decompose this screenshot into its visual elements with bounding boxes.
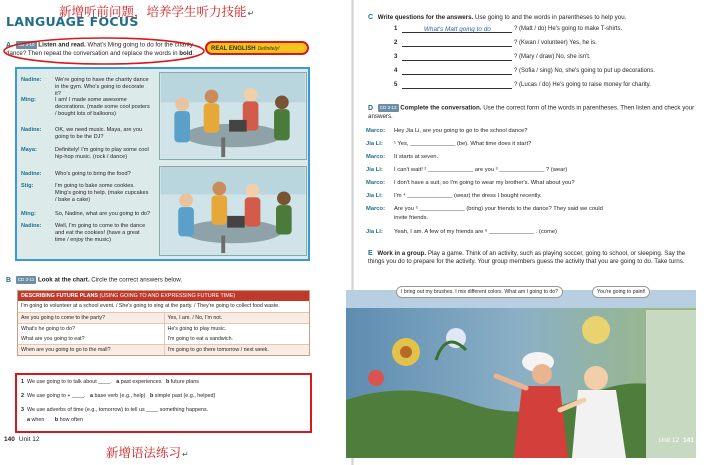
chart-row: Are you going to come to the party? Yes, I am. / No, I'm not. xyxy=(18,313,309,324)
page-footer-left xyxy=(4,436,39,443)
return-mark-icon: ↵ xyxy=(182,450,189,459)
part-e-instruction: E Work in a group. Play a game. Think of an activity, such as playing soccer, going to school, or sleeping. Say the things you do to prepare for the activity. Your group members guess the activity that you are going to do. Take turns. xyxy=(368,250,686,265)
dialog-box xyxy=(15,67,310,261)
part-b-bold: Look at the chart. xyxy=(37,276,90,284)
answer-field[interactable]: What's Matt going to do xyxy=(402,26,512,33)
chart-row: When are you going to go to the mall? I'm going to go there tomorrow / next week. xyxy=(18,345,309,355)
conversation-line: Jia Li: Yeah, I am. A few of my friends are ⁶ ______________ . (come) xyxy=(366,229,557,235)
dialog-line: Ming: So, Nadine, what are you going to do? xyxy=(21,211,151,217)
page-number: 140 xyxy=(4,436,15,443)
answer-field[interactable] xyxy=(402,40,512,47)
audio-track-badge-b: CD 3-11 xyxy=(17,277,35,282)
conversation-line: invite friends. xyxy=(394,215,429,221)
cartoon-illustration-top xyxy=(159,72,307,160)
grammar-chart xyxy=(17,290,310,356)
return-mark-icon: ↵ xyxy=(247,9,255,18)
speech-bubble: I bring out my brushes. I mix different colors. What am I going to do? xyxy=(396,286,563,298)
left-page xyxy=(0,0,350,465)
page-number: 141 xyxy=(683,437,694,444)
dialog-line: Maya: Definitely! I'm going to play some cool hip-hop music. (rock / dance) xyxy=(21,147,149,160)
chart-row: What are you going to eat? I'm going to eat a sandwich. xyxy=(18,334,309,345)
conversation-line: Marco: Are you ⁵ ______________ (bring) your friends to the dance? They said we could xyxy=(366,206,603,212)
grammar-choices: a when b how often xyxy=(27,417,84,423)
answer-field[interactable] xyxy=(402,54,512,61)
audio-track-badge-d: CD 3-12 xyxy=(379,105,397,110)
speech-bubble: You're going to paint! xyxy=(592,286,650,298)
real-english-label: REAL ENGLISH xyxy=(211,46,256,52)
dialog-line: Nadine: Well, I'm going to come to the dance and eat the cookies! (have a great time / enjoy the music) xyxy=(21,223,146,243)
mural-painting-image xyxy=(346,290,696,458)
audio-track-badge-a: CD 3-10 xyxy=(17,42,35,47)
chart-row: What's he going to do? He's going to play music. xyxy=(18,324,309,334)
conversation-line: Marco: It starts at seven. xyxy=(366,154,439,160)
conversation-line: Jia Li: I'm ⁴ ______________ (wear) the dress I bought recently. xyxy=(366,193,542,199)
conversation-line: Marco: Hey Jia Li, are you going to go to the school dance? xyxy=(366,128,528,134)
part-d-instruction: D CD 3-12 Complete the conversation. Use the correct form of the words in parentheses. Then listen and check your answers. xyxy=(368,104,695,120)
part-a-instruction: A CD 3-10 Listen and read. What's Ming going to do for the charity dance? Then repeat the conversation and replace the words in bold. xyxy=(6,41,195,57)
page-footer-right xyxy=(659,437,694,444)
question-item: 2 ? (Kwan / volunteer) Yes, he is. xyxy=(394,40,597,46)
question-item: 3 ? (Mary / draw) No, she isn't. xyxy=(394,54,591,60)
part-c-instruction: C Write questions for the answers. Use going to and the words in parentheses to help you. xyxy=(368,14,627,21)
part-d-conversation xyxy=(356,127,708,242)
real-english-sub: Definitely! xyxy=(257,46,280,52)
choice-a[interactable]: when xyxy=(31,417,45,423)
annotation-top-text: 新增听前问题，培养学生听力技能 xyxy=(59,4,247,19)
part-b-letter: B xyxy=(6,276,12,284)
question-item: 5 ? (Lucas / do) He's going to raise money for charity. xyxy=(394,82,651,88)
part-b-instruction xyxy=(6,276,306,285)
part-c-list xyxy=(394,25,708,95)
answer-field[interactable] xyxy=(402,68,512,75)
grammar-item: 1 We use going to to talk about ____. a past experiences b future plans xyxy=(21,379,199,385)
real-english-box xyxy=(205,41,309,55)
unit-label: Unit 12 xyxy=(18,436,40,443)
dialog-line: Stig: I'm going to bake some cookies. Ming's going to help. (make cupcakes / bake a cake) xyxy=(21,183,149,203)
dialog-line: Nadine: Who's going to bring the food? xyxy=(21,171,131,177)
annotation-top xyxy=(59,2,254,20)
dialog-line: Nadine: OK, we need music. Maya, are you going to be the DJ? xyxy=(21,127,143,140)
conversation-line: Jia Li: I can't wait! ² ______________ are you ³ ______________ ? (wear) xyxy=(366,167,568,173)
part-b-text: Circle the correct answers below. xyxy=(91,276,183,284)
highlight-circle xyxy=(2,36,207,66)
choice-a[interactable]: base verb (e.g., help) xyxy=(94,393,146,399)
part-a-bold: Listen and read. xyxy=(38,41,86,49)
unit-label: Unit 12 xyxy=(658,437,680,444)
part-a-letter: A xyxy=(6,41,12,49)
annotation-bottom xyxy=(106,443,189,461)
section-title: LANGUAGE FOCUS xyxy=(6,14,139,29)
dialog-line: Ming: I am! I made some awesome decorations. (made some cool posters / bought lots of balloons) xyxy=(21,97,150,117)
question-item: 4 ? (Sofia / sing) No, she's going to put up decorations. xyxy=(394,68,655,74)
choice-a[interactable]: past experiences xyxy=(120,379,162,385)
choice-b[interactable]: future plans xyxy=(170,379,199,385)
grammar-item: 2 We use going to + ____. a base verb (e.g., help) b simple past (e.g., helped) xyxy=(21,393,216,399)
grammar-item: 3 We use adverbs of time (e.g., tomorrow) to tell us ____ something happens. xyxy=(21,407,209,413)
annotation-bottom-text: 新增语法练习 xyxy=(106,445,182,460)
cartoon-illustration-bottom xyxy=(159,166,307,256)
part-a-bold-word: bold xyxy=(179,49,193,57)
answer-field[interactable] xyxy=(402,82,512,89)
chart-heading: DESCRIBING FUTURE PLANS (USING GOING TO AND EXPRESSING FUTURE TIME) xyxy=(18,291,309,301)
choice-b[interactable]: how often xyxy=(59,417,84,423)
conversation-line: Jia Li: ¹ Yes, ______________ (be). What time does it start? xyxy=(366,141,532,147)
conversation-line: Marco: I don't have a suit, so I'm going to wear my brother's. What about you? xyxy=(366,180,575,186)
chart-intro: I'm going to volunteer at a school event. / She's going to sing at the party. / They're going to collect food waste. xyxy=(18,301,309,313)
dialog-line: Nadine: We're going to have the charity dance in the gym. Who's going to decorate it? xyxy=(21,77,149,97)
grammar-exercise-box xyxy=(15,373,312,433)
mural-photo xyxy=(346,290,696,458)
question-item: 1 What's Matt going to do ? (Matt / do) He's going to make T-shirts. xyxy=(394,26,623,33)
choice-b[interactable]: simple past (e.g., helped) xyxy=(154,393,216,399)
part-a-text: What's Ming going to do for the charity dance? Then repeat the conversation and replace the words in xyxy=(6,41,193,57)
